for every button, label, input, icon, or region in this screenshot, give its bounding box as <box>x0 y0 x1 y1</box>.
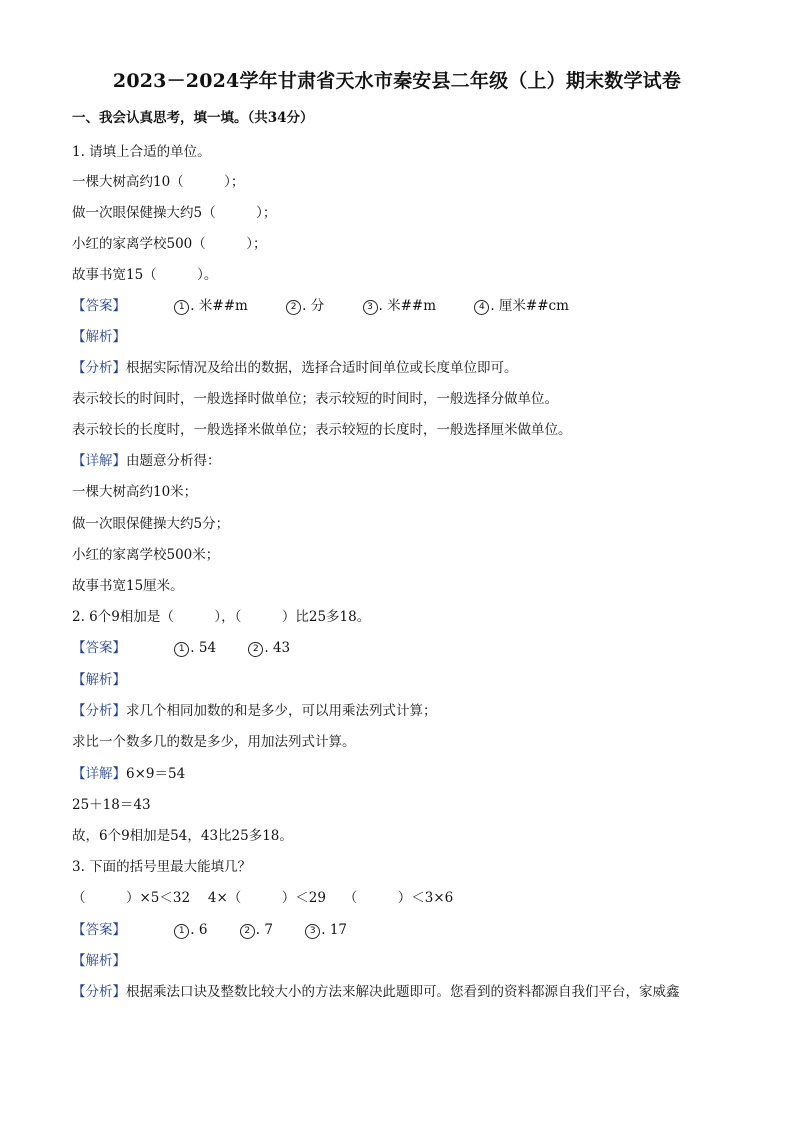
answer-item: . 54 <box>190 640 217 656</box>
q2-answer-row <box>72 639 290 657</box>
q3-fenxi <box>72 983 680 1001</box>
circled-number: 4 <box>474 300 489 315</box>
q2-detail-line: 25＋18＝43 <box>72 797 151 813</box>
q2-detail-line: 故，6个9相加是54，43比25多18。 <box>72 828 293 844</box>
fenxi-text: 根据实际情况及给出的数据，选择合适时间单位或长度单位即可。 <box>126 360 518 376</box>
fenxi-tag: 【分析】 <box>72 360 126 376</box>
circled-number: 1 <box>174 300 189 315</box>
answer-item: . 6 <box>190 922 208 938</box>
q2-fenxi <box>72 702 437 720</box>
analysis-tag: 【解析】 <box>72 672 126 688</box>
answer-tag: 【答案】 <box>72 298 126 314</box>
answer-item: . 7 <box>255 922 273 938</box>
answer-item: . 米##m <box>190 298 248 314</box>
q2-xiangjie <box>72 765 185 783</box>
circled-number: 1 <box>174 642 189 657</box>
fenxi-text: 求几个相同加数的和是多少，可以用乘法列式计算； <box>126 703 437 719</box>
answer-item: . 米##m <box>378 298 437 314</box>
q3-answer-row <box>72 921 347 939</box>
q1-extra-line: 表示较长的长度时，一般选择米做单位；表示较短的长度时，一般选择厘米做单位。 <box>72 422 572 438</box>
analysis-tag: 【解析】 <box>72 329 126 345</box>
q1-stem: 1. 请填上合适的单位。 <box>72 144 211 160</box>
answer-tag: 【答案】 <box>72 922 126 938</box>
circled-number: 1 <box>174 924 189 939</box>
answer-item: . 17 <box>321 922 347 938</box>
circled-number: 3 <box>363 300 378 315</box>
xiangjie-text: 由题意分析得： <box>126 453 221 469</box>
answer-item: . 分 <box>302 298 325 314</box>
q2-stem: 2. 6个9相加是（ ），（ ）比25多18。 <box>72 609 371 625</box>
q2-extra-line: 求比一个数多几的数是多少，用加法列式计算。 <box>72 734 356 750</box>
q1-blank-line: 一棵大树高约10（ ）； <box>72 174 245 190</box>
answer-tag: 【答案】 <box>72 640 126 656</box>
fenxi-text: 根据乘法口诀及整数比较大小的方法来解决此题即可。您看到的资料都源自我们平台，家威鑫 <box>126 984 680 1000</box>
circled-number: 2 <box>286 300 301 315</box>
q1-extra-line: 表示较长的时间时，一般选择时做单位；表示较短的时间时，一般选择分做单位。 <box>72 391 558 407</box>
q1-blank-line: 故事书宽15（ ）。 <box>72 267 218 283</box>
q1-detail-line: 一棵大树高约10米； <box>72 484 198 500</box>
circled-number: 2 <box>240 924 255 939</box>
fenxi-tag: 【分析】 <box>72 703 126 719</box>
q1-answer-row <box>72 297 569 315</box>
q1-detail-line: 小红的家离学校500米； <box>72 547 220 563</box>
analysis-tag: 【解析】 <box>72 953 126 969</box>
xiangjie-tag: 【详解】 <box>72 766 126 782</box>
q1-detail-line: 做一次眼保健操大约5分； <box>72 516 230 532</box>
fenxi-tag: 【分析】 <box>72 984 126 1000</box>
answer-item: . 43 <box>264 640 291 656</box>
q1-xiangjie <box>72 452 221 470</box>
q3-stem: 3. 下面的括号里最大能填几？ <box>72 859 252 875</box>
q3-expression: （ ）×5＜32 4×（ ）＜29 （ ）＜3×6 <box>72 890 454 906</box>
section-heading: 一、我会认真思考，填一填。（共34分） <box>72 110 314 126</box>
xiangjie-tag: 【详解】 <box>72 453 126 469</box>
q1-fenxi <box>72 359 518 377</box>
answer-item: . 厘米##cm <box>490 298 569 314</box>
xiangjie-text: 6×9＝54 <box>126 766 186 782</box>
q1-detail-line: 故事书宽15厘米。 <box>72 578 184 594</box>
exam-title: 2023－2024学年甘肃省天水市秦安县二年级（上）期末数学试卷 <box>112 70 682 92</box>
circled-number: 2 <box>248 642 263 657</box>
circled-number: 3 <box>305 924 320 939</box>
q1-blank-line: 做一次眼保健操大约5（ ）； <box>72 205 277 221</box>
q1-blank-line: 小红的家离学校500（ ）； <box>72 236 267 252</box>
